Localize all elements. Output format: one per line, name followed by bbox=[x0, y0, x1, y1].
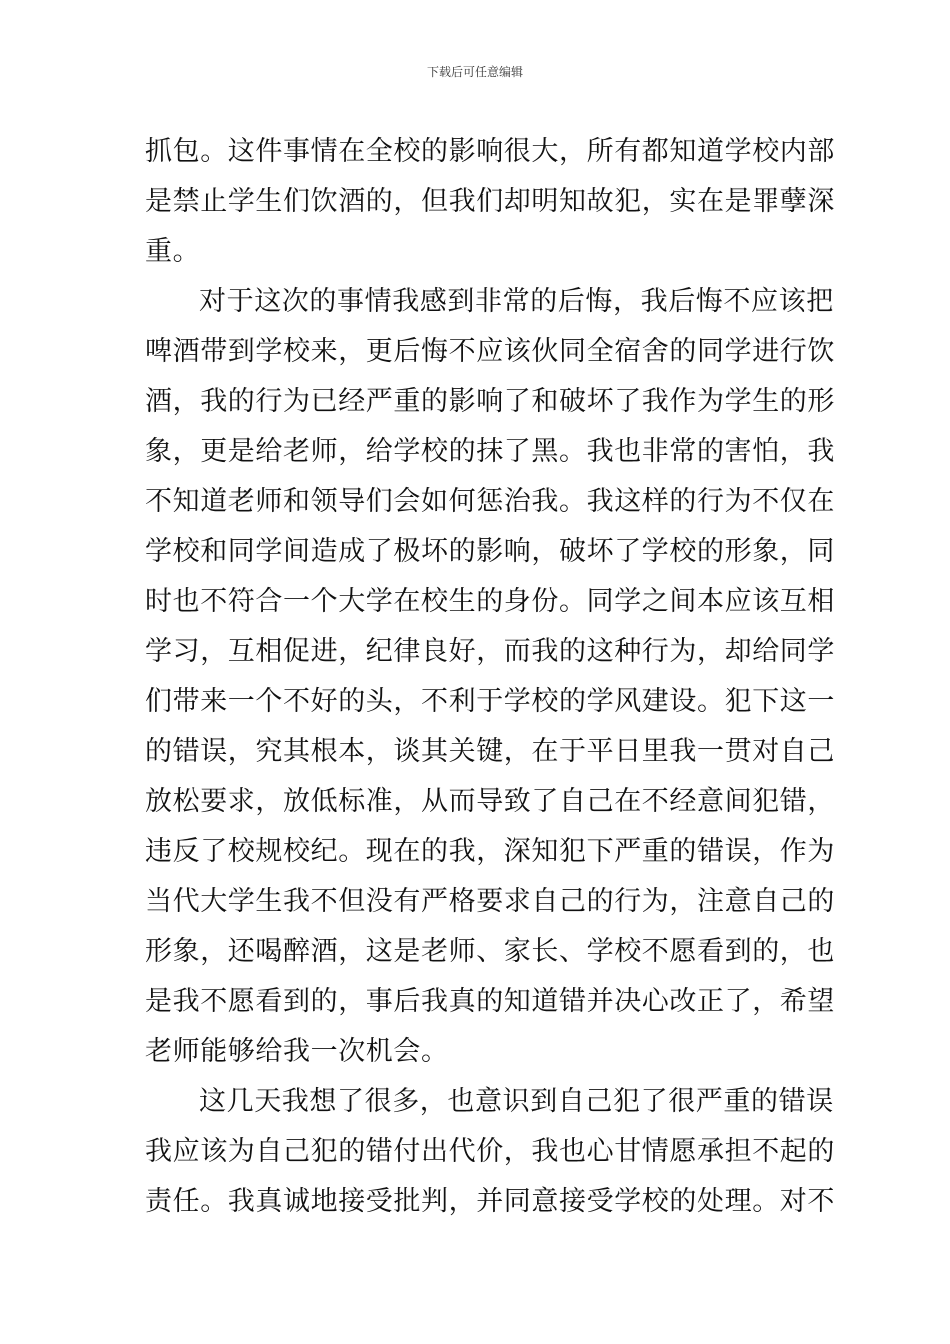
text-line: 重。 bbox=[145, 236, 201, 267]
text-line: 学校和同学间造成了极坏的影响，破坏了学校的形象，同 bbox=[145, 536, 835, 567]
text-line: 时也不符合一个大学在校生的身份。同学之间本应该互相 bbox=[145, 586, 835, 617]
text-line: 抓包。这件事情在全校的影响很大，所有都知道学校内部 bbox=[145, 136, 835, 167]
text-line: 是禁止学生们饮酒的，但我们却明知故犯，实在是罪孽深 bbox=[145, 186, 835, 217]
text-line: 形象，还喝醉酒，这是老师、家长、学校不愿看到的，也 bbox=[145, 936, 835, 967]
text-line: 当代大学生我不但没有严格要求自己的行为，注意自己的 bbox=[145, 886, 835, 917]
text-line: 我应该为自己犯的错付出代价，我也心甘情愿承担不起的 bbox=[145, 1136, 835, 1167]
paragraph bbox=[145, 277, 835, 1077]
text-line: 对于这次的事情我感到非常的后悔，我后悔不应该把 bbox=[199, 286, 834, 317]
text-line: 啤酒带到学校来，更后悔不应该伙同全宿舍的同学进行饮 bbox=[145, 336, 835, 367]
text-line: 责任。我真诚地接受批判，并同意接受学校的处理。对不 bbox=[145, 1186, 835, 1217]
text-line: 们带来一个不好的头，不利于学校的学风建设。犯下这一 bbox=[145, 686, 835, 717]
text-line: 违反了校规校纪。现在的我，深知犯下严重的错误，作为 bbox=[145, 836, 835, 867]
text-line: 学习，互相促进，纪律良好，而我的这种行为，却给同学 bbox=[145, 636, 835, 667]
text-line: 象，更是给老师，给学校的抹了黑。我也非常的害怕，我 bbox=[145, 436, 835, 467]
text-line: 不知道老师和领导们会如何惩治我。我这样的行为不仅在 bbox=[145, 486, 835, 517]
text-line: 这几天我想了很多，也意识到自己犯了很严重的错误 bbox=[199, 1086, 834, 1117]
paragraph bbox=[145, 127, 835, 277]
page-header: 下载后可任意编辑 bbox=[426, 65, 523, 79]
text-line: 是我不愿看到的，事后我真的知道错并决心改正了，希望 bbox=[145, 986, 835, 1017]
text-line: 老师能够给我一次机会。 bbox=[145, 1036, 449, 1067]
text-line: 酒，我的行为已经严重的影响了和破坏了我作为学生的形 bbox=[145, 386, 835, 417]
document-body bbox=[145, 127, 835, 1227]
text-line: 放松要求，放低标准，从而导致了自己在不经意间犯错， bbox=[145, 786, 835, 817]
text-line: 的错误，究其根本，谈其关键，在于平日里我一贯对自己 bbox=[145, 736, 835, 767]
paragraph bbox=[145, 1077, 835, 1227]
